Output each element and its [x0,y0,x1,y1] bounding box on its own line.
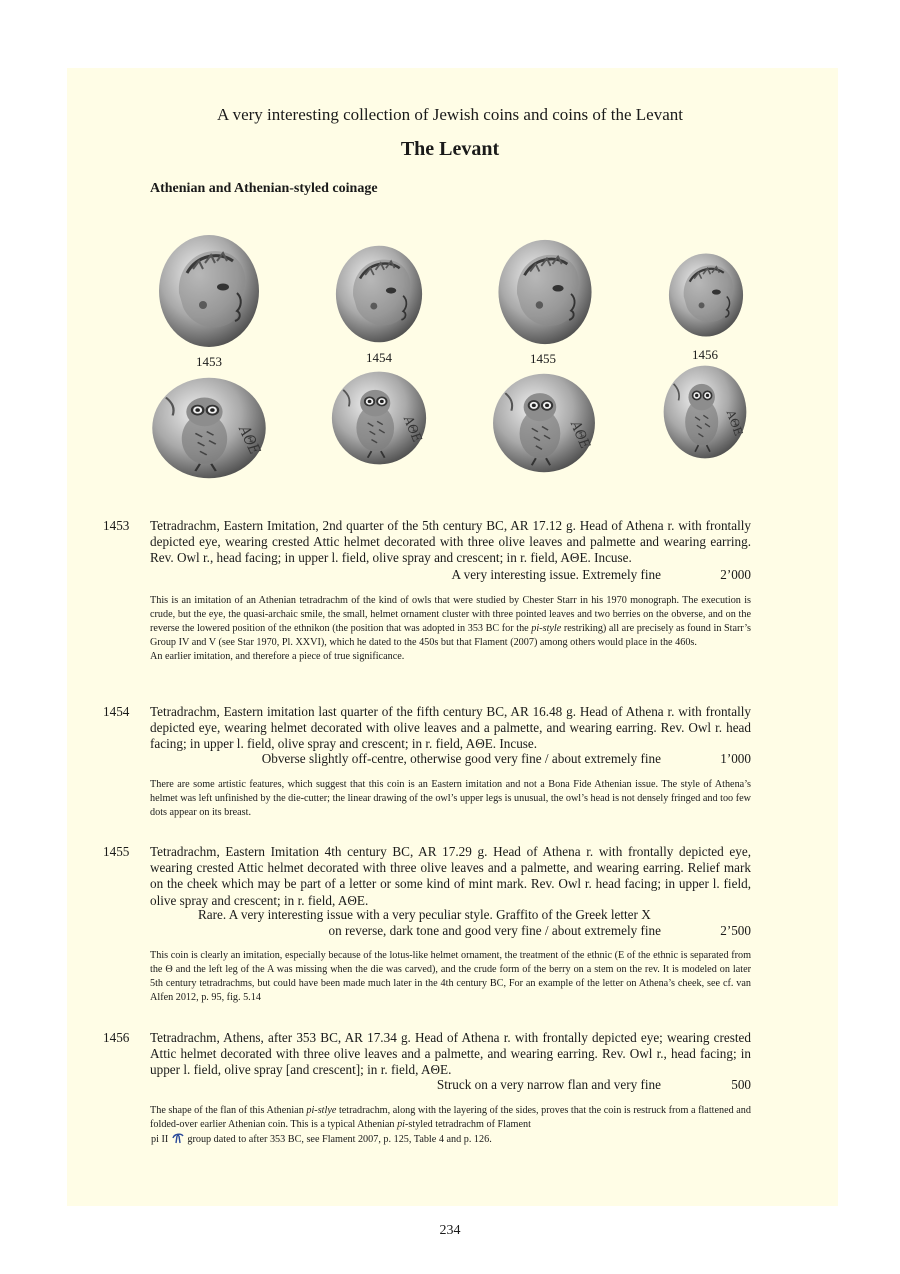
lot-number: 1453 [103,518,130,533]
coin-1454-reverse [330,370,428,466]
note-text: -styled tetradrachm of Flament [405,1119,531,1130]
lot-condition: on reverse, dark tone and good very fine / about extremely fine [328,923,661,938]
lot-condition: Obverse slightly off-centre, otherwise good very fine / about extremely fine [261,751,661,766]
coin-1453-obverse [157,233,261,349]
owl-icon [330,370,428,466]
lot-number: 1456 [103,1030,130,1045]
coin-1455-reverse [491,372,597,474]
note-italic: pi [397,1119,406,1130]
owl-icon [150,376,268,480]
page-title: The Levant [400,138,500,160]
lot-note [150,594,751,664]
lot-description: Tetradrachm, Eastern Imitation 4th century BC, AR 17.29 g. Head of Athena r. with frontally depicted eye, wearing crested Attic helmet decorated with three olive leaves and a palmette, and wearing earring. Relief mark on the cheek which may be part of a letter or some kind of mint mark. Rev. Owl r. head facing; in upper l. field, olive spray and crescent; in r. field, AΘE. [150,844,751,908]
lot-condition: Struck on a very narrow flan and very fine [436,1077,661,1092]
athena-head-icon [493,238,597,346]
note-italic: pi-stlye [306,1105,337,1116]
plate-number-1454: 1454 [366,350,392,365]
lot-number: 1455 [103,844,130,859]
lot-price: 500 [731,1077,751,1092]
page-number: 234 [439,1223,461,1238]
coin-1455-obverse [493,238,597,346]
lot-description: Tetradrachm, Eastern imitation last quarter of the fifth century BC, AR 16.48 g. Head of Athena r. with frontally depicted eye, wearing helmet decorated with olive leaves and a palmette, and wearing earring. Rev. Owl r. head facing; in upper l. field, olive spray and crescent; in r. field, AΘE. Incuse. [150,704,751,752]
lot-condition: A very interesting issue. Extremely fine [451,567,661,582]
note-italic: pi-style [531,623,562,634]
note-text: restriking) all are precisely as found in Starr’s Group IV and V (see Star 1970, Pl. XXVI), which he dated to the 450s but that Flament (2007) among others would place in the 460s. [150,623,751,648]
lot-description: Tetradrachm, Athens, after 353 BC, AR 17.34 g. Head of Athena r. with frontally depicted eye; wearing crested Attic helmet decorated with three olive leaves and a palmette, and wearing earring. Rev. Owl r., head facing; in upper l. field, olive spray [and crescent]; in r. field, AΘE. [150,1030,751,1078]
coin-1454-obverse [331,244,427,344]
lot-note: This coin is clearly an imitation, especially because of the lotus-like helmet ornament, the treatment of the ethnic (E of the ethnic is separated from the Θ and the left leg of the A was missing when the die was carved), and the crude form of the berry on a stem on the rev. It is modeled on later 5th century tetradrachms, but could have been made much later in the 4th century BC, For an example of the letter on Athena’s cheek, see cf. van Alfen 2012, p. 95, fig. 5.14 [150,950,751,1003]
lot-note [150,1104,751,1149]
note-text: pi II [151,1134,169,1145]
plate-number-1453: 1453 [196,354,222,369]
section-subheading: Athenian and Athenian-styled coinage [150,181,378,196]
coin-1453-reverse [150,376,268,480]
note-text: tetradrachm, along with the layering of the sides, proves that the coin is restruck from a flattened and folded-over earlier Athenian coin. This is a typical Athenian [150,1105,751,1130]
lot-price: 2’500 [720,923,751,938]
lot-condition: Rare. A very interesting issue with a very peculiar style. Graffito of the Greek letter X [198,907,651,922]
coin-1456-obverse [659,252,753,338]
plate-number-1456: 1456 [692,347,718,362]
athena-head-icon [659,252,753,338]
note-text: This is an imitation of an Athenian tetradrachm of the kind of owls that were studied by Chester Starr in his 1970 monograph. The execution is crude, but the eye, the quasi-archaic smile, the small, helmet ornament cluster with three pointed leaves and two berries on the obverse, and on the reverse the lowered position of the ethnikon (the position that was adopted in 353 BC for the [150,595,751,634]
athena-head-icon [331,244,427,344]
plate-number-1455: 1455 [530,351,556,366]
athena-head-icon [157,233,261,349]
owl-icon [662,364,748,460]
lot-note: There are some artistic features, which suggest that this coin is an Eastern imitation and not a Bona Fide Athenian issue. The style of Athena’s helmet was left unfinished by the die-cutter; the linear drawing of the owl’s upper legs is unusual, the owl’s head is not densely fringed and too few dots appear on its breast. [150,779,751,818]
coin-1456-reverse [662,364,748,460]
section-supertitle: A very interesting collection of Jewish coins and coins of the Levant [217,105,683,124]
lot-number: 1454 [103,704,130,719]
note-text: group dated to after 353 BC, see Flament 2007, p. 125, Table 4 and p. 126. [187,1134,492,1145]
lot-price: 2’000 [720,567,751,582]
lot-description: Tetradrachm, Eastern Imitation, 2nd quarter of the 5th century BC, AR 17.12 g. Head of Athena r. with frontally depicted eye, wearing crested Attic helmet decorated with three olive leaves and palmette and wearing earring. Rev. Owl r., head facing; in upper l. field, olive spray and crescent; in r. field, AΘE. Incuse. [150,518,751,566]
owl-symbol-icon [171,1132,185,1149]
note-text: An earlier imitation, and therefore a piece of true significance. [150,651,405,662]
note-text: The shape of the flan of this Athenian [150,1105,307,1116]
owl-icon [491,372,597,474]
lot-price: 1’000 [720,751,751,766]
